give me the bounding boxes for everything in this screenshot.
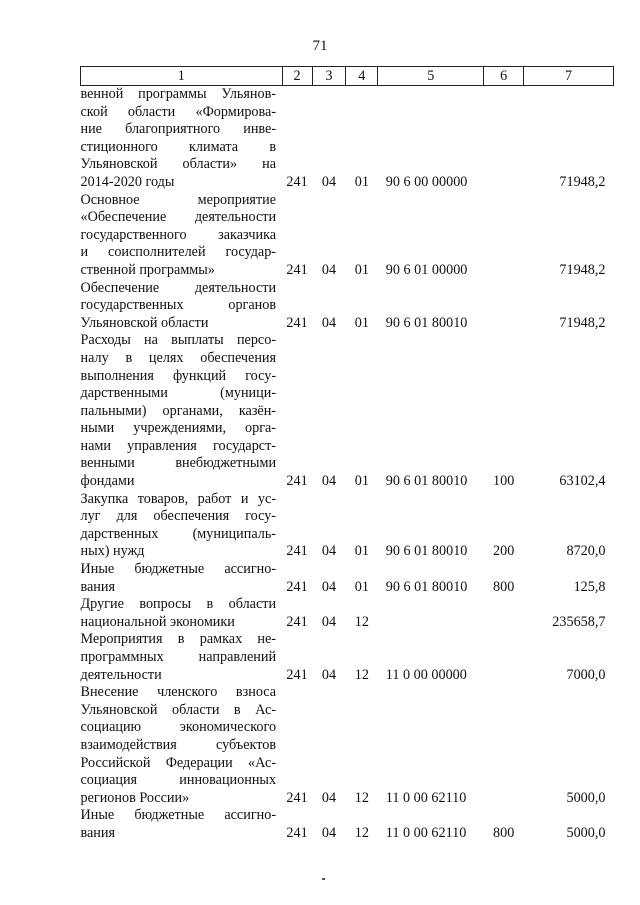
description-line: программных направлений	[80, 649, 277, 665]
description-line: венной программы Ульянов-	[80, 86, 277, 102]
row-code-section: 04	[321, 789, 337, 806]
table-row	[81, 192, 614, 280]
row-amount: 71948,2	[559, 314, 606, 331]
row-code-target: 90 6 01 80010	[385, 314, 468, 331]
row-code-subsection: 01	[354, 543, 369, 560]
row-code-admin: 241	[286, 543, 308, 560]
description-line: дарственными (муници-	[80, 385, 277, 402]
row-code-target: 90 6 00 00000	[385, 173, 468, 190]
row-amount: 63102,4	[559, 473, 606, 490]
description-line: Обеспечение деятельности	[80, 279, 277, 296]
page-number: 71	[312, 38, 328, 54]
row-code-expense-type	[484, 192, 524, 280]
row-description	[81, 491, 283, 561]
description-line: государственного заказчика	[80, 226, 277, 243]
description-line: деятельности	[80, 666, 162, 683]
row-code-section: 04	[321, 173, 337, 190]
table-row	[81, 280, 614, 333]
description-line: государственных органов	[80, 297, 277, 314]
table-row	[81, 86, 614, 192]
row-code-section: 04	[321, 314, 337, 331]
row-code-target: 90 6 01 80010	[385, 578, 468, 595]
table-row	[81, 807, 614, 842]
description-line: Основное мероприятие	[80, 191, 277, 208]
description-line: стиционного климата в	[80, 138, 277, 155]
description-line: Расходы на выплаты персо-	[80, 332, 277, 349]
row-code-expense-type	[484, 631, 524, 684]
row-code-subsection: 12	[354, 666, 369, 683]
header-col-6: 6	[484, 67, 524, 86]
row-code-admin: 241	[286, 613, 308, 630]
table-row	[81, 332, 614, 490]
row-code-expense-type: 200	[493, 543, 515, 560]
row-code-subsection: 12	[354, 613, 369, 630]
row-code-admin: 241	[286, 824, 308, 841]
row-description	[81, 684, 283, 807]
row-description	[81, 561, 283, 596]
row-description	[81, 332, 283, 490]
description-line: пальными) органами, казён-	[80, 402, 277, 419]
table-row	[81, 561, 614, 596]
row-code-expense-type	[484, 684, 524, 807]
row-code-expense-type: 800	[493, 578, 515, 595]
description-line: Другие вопросы в области	[80, 596, 277, 613]
row-code-expense-type: 800	[493, 824, 515, 841]
row-code-subsection: 01	[354, 473, 369, 490]
header-col-4: 4	[346, 67, 378, 86]
row-code-target: 11 0 00 62110	[385, 824, 467, 841]
row-code-expense-type	[484, 280, 524, 333]
description-line: ных) нужд	[80, 543, 145, 560]
row-code-subsection: 01	[354, 314, 369, 331]
row-code-section: 04	[321, 666, 337, 683]
header-col-7: 7	[524, 67, 614, 86]
row-code-subsection: 01	[354, 578, 369, 595]
description-line: Иные бюджетные ассигно-	[80, 561, 277, 578]
description-line: ние благоприятного инве-	[80, 121, 277, 138]
row-code-admin: 241	[286, 789, 308, 806]
row-description	[81, 596, 283, 631]
row-amount: 125,8	[573, 578, 606, 595]
description-line: «Обеспечение деятельности	[80, 209, 277, 226]
description-line: венными внебюджетными	[80, 455, 277, 472]
header-col-2: 2	[282, 67, 312, 86]
header-col-1: 1	[81, 67, 283, 86]
description-line: нами управления государст-	[80, 437, 277, 454]
description-line: налу в целях обеспечения	[80, 349, 277, 366]
row-code-subsection: 12	[354, 789, 369, 806]
table-row	[81, 596, 614, 631]
table-row	[81, 631, 614, 684]
row-code-target: 90 6 01 80010	[385, 543, 468, 560]
row-code-admin: 241	[286, 473, 308, 490]
row-code-target: 90 6 01 00000	[385, 261, 468, 278]
description-line: фондами	[80, 473, 135, 490]
row-amount: 71948,2	[559, 173, 606, 190]
description-line: Закупка товаров, работ и ус-	[80, 490, 277, 507]
row-code-admin: 241	[286, 666, 308, 683]
row-description	[81, 192, 283, 280]
row-code-admin: 241	[286, 578, 308, 595]
row-amount: 235658,7	[552, 613, 606, 630]
description-line: Ульяновской области	[80, 314, 209, 331]
description-line: Внесение членского взноса	[80, 684, 277, 701]
description-line: социация инновационных	[80, 772, 277, 789]
table-header-row	[81, 67, 614, 86]
scan-speck	[322, 878, 325, 880]
row-description	[81, 631, 283, 684]
row-code-admin: 241	[286, 314, 308, 331]
table-row	[81, 684, 614, 807]
description-line: Российской Федерации «Ас-	[80, 754, 277, 771]
row-code-section: 04	[321, 261, 337, 278]
row-amount: 71948,2	[559, 261, 606, 278]
row-code-expense-type: 100	[493, 473, 515, 490]
description-line: ской области «Формирова-	[80, 103, 277, 120]
row-code-admin: 241	[286, 261, 308, 278]
row-code-target: 11 0 00 62110	[385, 789, 467, 806]
row-code-target: 90 6 01 80010	[385, 473, 468, 490]
description-line: Мероприятия в рамках не-	[80, 631, 277, 648]
row-code-target: 11 0 00 00000	[385, 666, 467, 683]
description-line: луг для обеспечения госу-	[80, 508, 277, 525]
row-code-subsection: 12	[354, 824, 369, 841]
row-amount: 5000,0	[566, 824, 606, 841]
description-line: ными учреждениями, орга-	[80, 420, 277, 437]
row-code-section: 04	[321, 543, 337, 560]
description-line: регионов России»	[80, 789, 190, 806]
row-code-expense-type	[484, 596, 524, 631]
description-line: выполнения функций госу-	[80, 367, 277, 384]
row-code-section: 04	[321, 578, 337, 595]
description-line: вания	[80, 578, 116, 595]
description-line: и соисполнителей государ-	[80, 244, 277, 261]
description-line: Ульяновской области в Ас-	[80, 701, 277, 718]
row-code-subsection: 01	[354, 173, 369, 190]
description-line: 2014-2020 годы	[80, 173, 175, 190]
row-code-section: 04	[321, 824, 337, 841]
row-code-section: 04	[321, 613, 337, 630]
description-line: ственной программы»	[80, 261, 215, 278]
budget-table	[80, 66, 614, 843]
row-description	[81, 86, 283, 192]
description-line: социацию экономического	[80, 719, 277, 736]
header-col-5: 5	[378, 67, 484, 86]
row-description	[81, 807, 283, 842]
row-code-section: 04	[321, 473, 337, 490]
description-line: Иные бюджетные ассигно-	[80, 807, 277, 824]
row-code-expense-type	[484, 86, 524, 192]
description-line: дарственных (муниципаль-	[80, 525, 277, 542]
description-line: национальной экономики	[80, 613, 235, 630]
row-code-subsection: 01	[354, 261, 369, 278]
row-description	[81, 280, 283, 333]
row-code-admin: 241	[286, 173, 308, 190]
row-amount: 8720,0	[566, 543, 606, 560]
description-line: Ульяновской области» на	[80, 156, 277, 173]
table-row	[81, 491, 614, 561]
header-col-3: 3	[312, 67, 346, 86]
row-code-target	[378, 596, 484, 631]
row-amount: 5000,0	[566, 789, 606, 806]
description-line: взаимодействия субъектов	[80, 736, 277, 753]
row-amount: 7000,0	[566, 666, 606, 683]
description-line: вания	[80, 824, 116, 841]
